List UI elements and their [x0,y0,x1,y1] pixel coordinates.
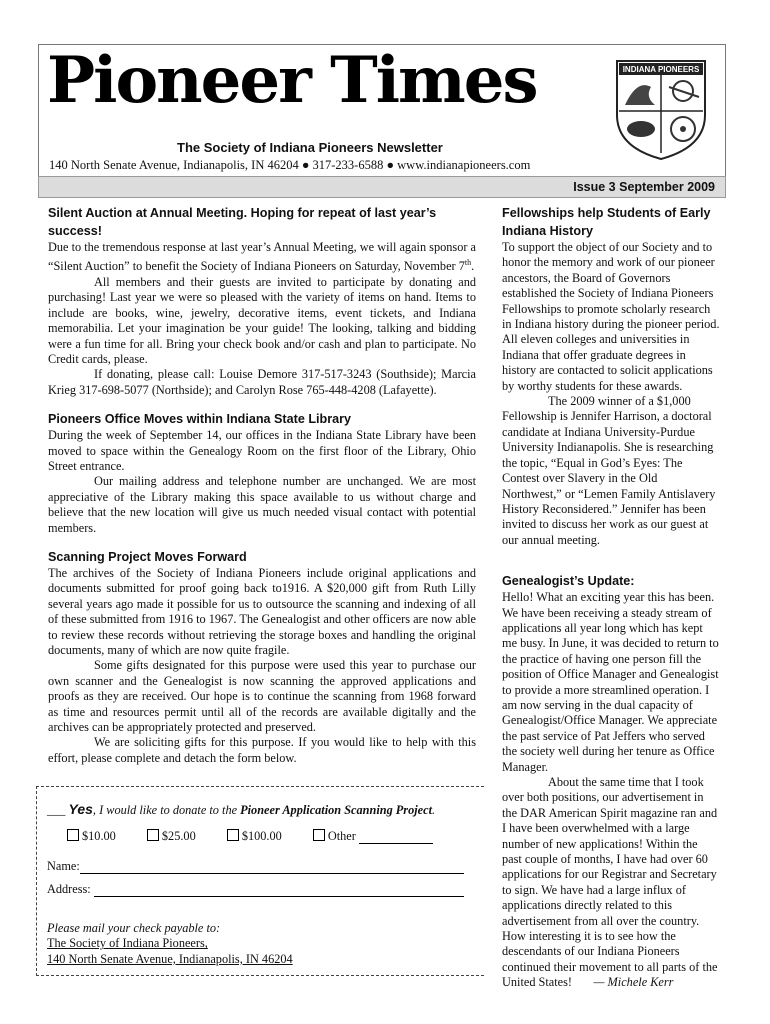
genealogist-heading: Genealogist’s Update: [502,574,635,589]
newsletter-subtitle: The Society of Indiana Pioneers Newsletter [177,140,443,155]
payee-name: The Society of Indiana Pioneers, [47,936,208,951]
society-address: 140 North Senate Avenue, Indianapolis, IN 46204 ● 317-233-6588 ● www.indianapioneers.com [49,158,531,172]
checkbox-icon [147,829,159,841]
amount-options [67,829,487,844]
amount-other-option[interactable]: Other [313,829,433,844]
checkbox-icon [227,829,239,841]
issue-bar [38,176,726,198]
scanning-heading: Scanning Project Moves Forward [48,550,247,564]
project-name: Pioneer Application Scanning Project [240,803,432,817]
scanning-paragraph-3: We are soliciting gifts for this purpose. If you would like to help with this effort, please complete and detach the form below. [48,735,476,765]
genealogist-paragraph-1: Hello! What an exciting year this has been. We have been receiving a steady stream of applications all year long which has kept me busy. In June, it was decided to return to the practice of having one person fill the position of Office Manager and Genealogist to provide a more streamlined operation. I am now serving in the dual capacity of Genealogist/Office Manager. We appreciate the past service of Pat Jeffers who served the society well during her tenure as Office Manager. [502,590,719,774]
newsletter-title: Pioneer Times [47,43,537,118]
scanning-paragraph-2: Some gifts designated for this purpose were used this year to purchase our own scanner and the Genealogist is now scanning the approved applications and proofs as they are received. Our hope is to continue the scanning from 1968 forward as time and resources permit until all of the records are available digitally and the archives can be appropriately protected and preserved. [48,658,476,735]
fellowships-paragraph-1: To support the object of our Society and to honor the memory and work of our pioneer ancestors, the Board of Governors established the Society of Indiana Pioneers Fellowships to promote scholarly research in Indiana history during the pioneer period. All eleven colleges and universities in Indiana that offer graduate degrees in history are contacted to solicit applications by worthy students for these awards. [502,240,720,393]
auction-paragraph-1: Due to the tremendous response at last year’s Annual Meeting, we will again sponsor a “Silent Auction” to benefit the Society of Indiana Pioneers on Saturday, November 7th. [48,240,476,274]
office-move-paragraph-2: Our mailing address and telephone number are unchanged. We are most appreciative of the Library making this space available to us without charge and believe that the new location will give us much needed visual contact with potential members. [48,474,476,535]
fellowships-heading: Fellowships help Students of Early Indiana History [502,206,711,238]
auction-paragraph-3: If donating, please call: Louise Demore 317-517-3243 (Southside); Marcia Krieg 317-698-5077 (Northside); and Carolyn Rose 765-448-4208 (Lafayette). [48,367,476,397]
mailing-instructions [47,921,293,967]
checkbox-icon [67,829,79,841]
yes-label: Yes [68,801,93,817]
checkbox-icon [313,829,325,841]
office-move-heading: Pioneers Office Moves within Indiana State Library [48,412,352,427]
indiana-pioneers-logo [611,57,711,161]
mail-label: Please mail your check payable to: [47,921,221,935]
payee-address: 140 North Senate Avenue, Indianapolis, IN 46204 [47,951,293,966]
auction-heading: Silent Auction at Annual Meeting. Hoping for repeat of last year’s success! [48,206,437,238]
amount-25-option[interactable]: $25.00 [147,829,196,844]
logo-banner-text: INDIANA PIONEERS [622,65,700,74]
right-column [502,204,720,991]
signature: — Michele Kerr [593,975,674,990]
left-column [48,204,476,766]
scanning-paragraph-1: The archives of the Society of Indiana Pioneers include original applications and documents submitted for proof going back to1916. A $20,000 gift from Ruth Lilly several years ago made it possible for us to outsource the scanning and indexing of all of these submitted from 1916 to 1967. The Genealogist and other officers are now able to review these records without retrieving the storage boxes and handling the original documents, many of which are now quite fragile. [48,566,476,658]
office-move-paragraph-1: During the week of September 14, our offices in the Indiana State Library have been moved to space within the Genealogy Room on the first floor of the Library, Ohio Street entrance. [48,428,476,473]
donation-form [36,786,484,976]
address-field[interactable]: Address: [47,882,464,897]
amount-100-option[interactable]: $100.00 [227,829,282,844]
masthead [38,44,726,176]
issue-label: Issue 3 September 2009 [573,180,715,194]
amount-10-option[interactable]: $10.00 [67,829,116,844]
donation-statement: ___ Yes, I would like to donate to the Pioneer Application Scanning Project. [47,801,436,817]
name-field[interactable]: Name: [47,859,464,874]
fellowships-paragraph-2: The 2009 winner of a $1,000 Fellowship is Jennifer Harrison, a doctoral candidate at Indiana University-Purdue University Indianapolis. She is researching the topic, “Equal in God’s Eyes: The Contest over Slavery in the Old Northwest,” or “Lemen Family Antislavery History Reconsidered.” Jennifer has been invited to discuss her work as our guest at our annual meeting. [502,394,716,547]
genealogist-paragraph-2: About the same time that I took over both positions, our advertisement in the DAR American Spirit magazine ran and I have been overwhelmed with a large number of new applications! Within the past couple of months, I have had over 60 applications for our Registrar and Secretary to sign. We have had a large influx of applications directly related to this advertisement from all over the country. How interesting it is to see how the descendants of our Indiana Pioneers continued their movement to all parts of the United States! — Michele Kerr [502,775,718,990]
auction-paragraph-2: All members and their guests are invited to participate by donating and purchasing! Last year we were so pleased with the variety of items on hand. Items to include are books, wine, jewelry, decorative items, event tickets, and Indiana memorabilia. Let your imagination be your guide! The looking, talking and bidding were a fun time for all. Bring your check book and/or cash and plan to participate. No Credit cards, please. [48,274,476,366]
